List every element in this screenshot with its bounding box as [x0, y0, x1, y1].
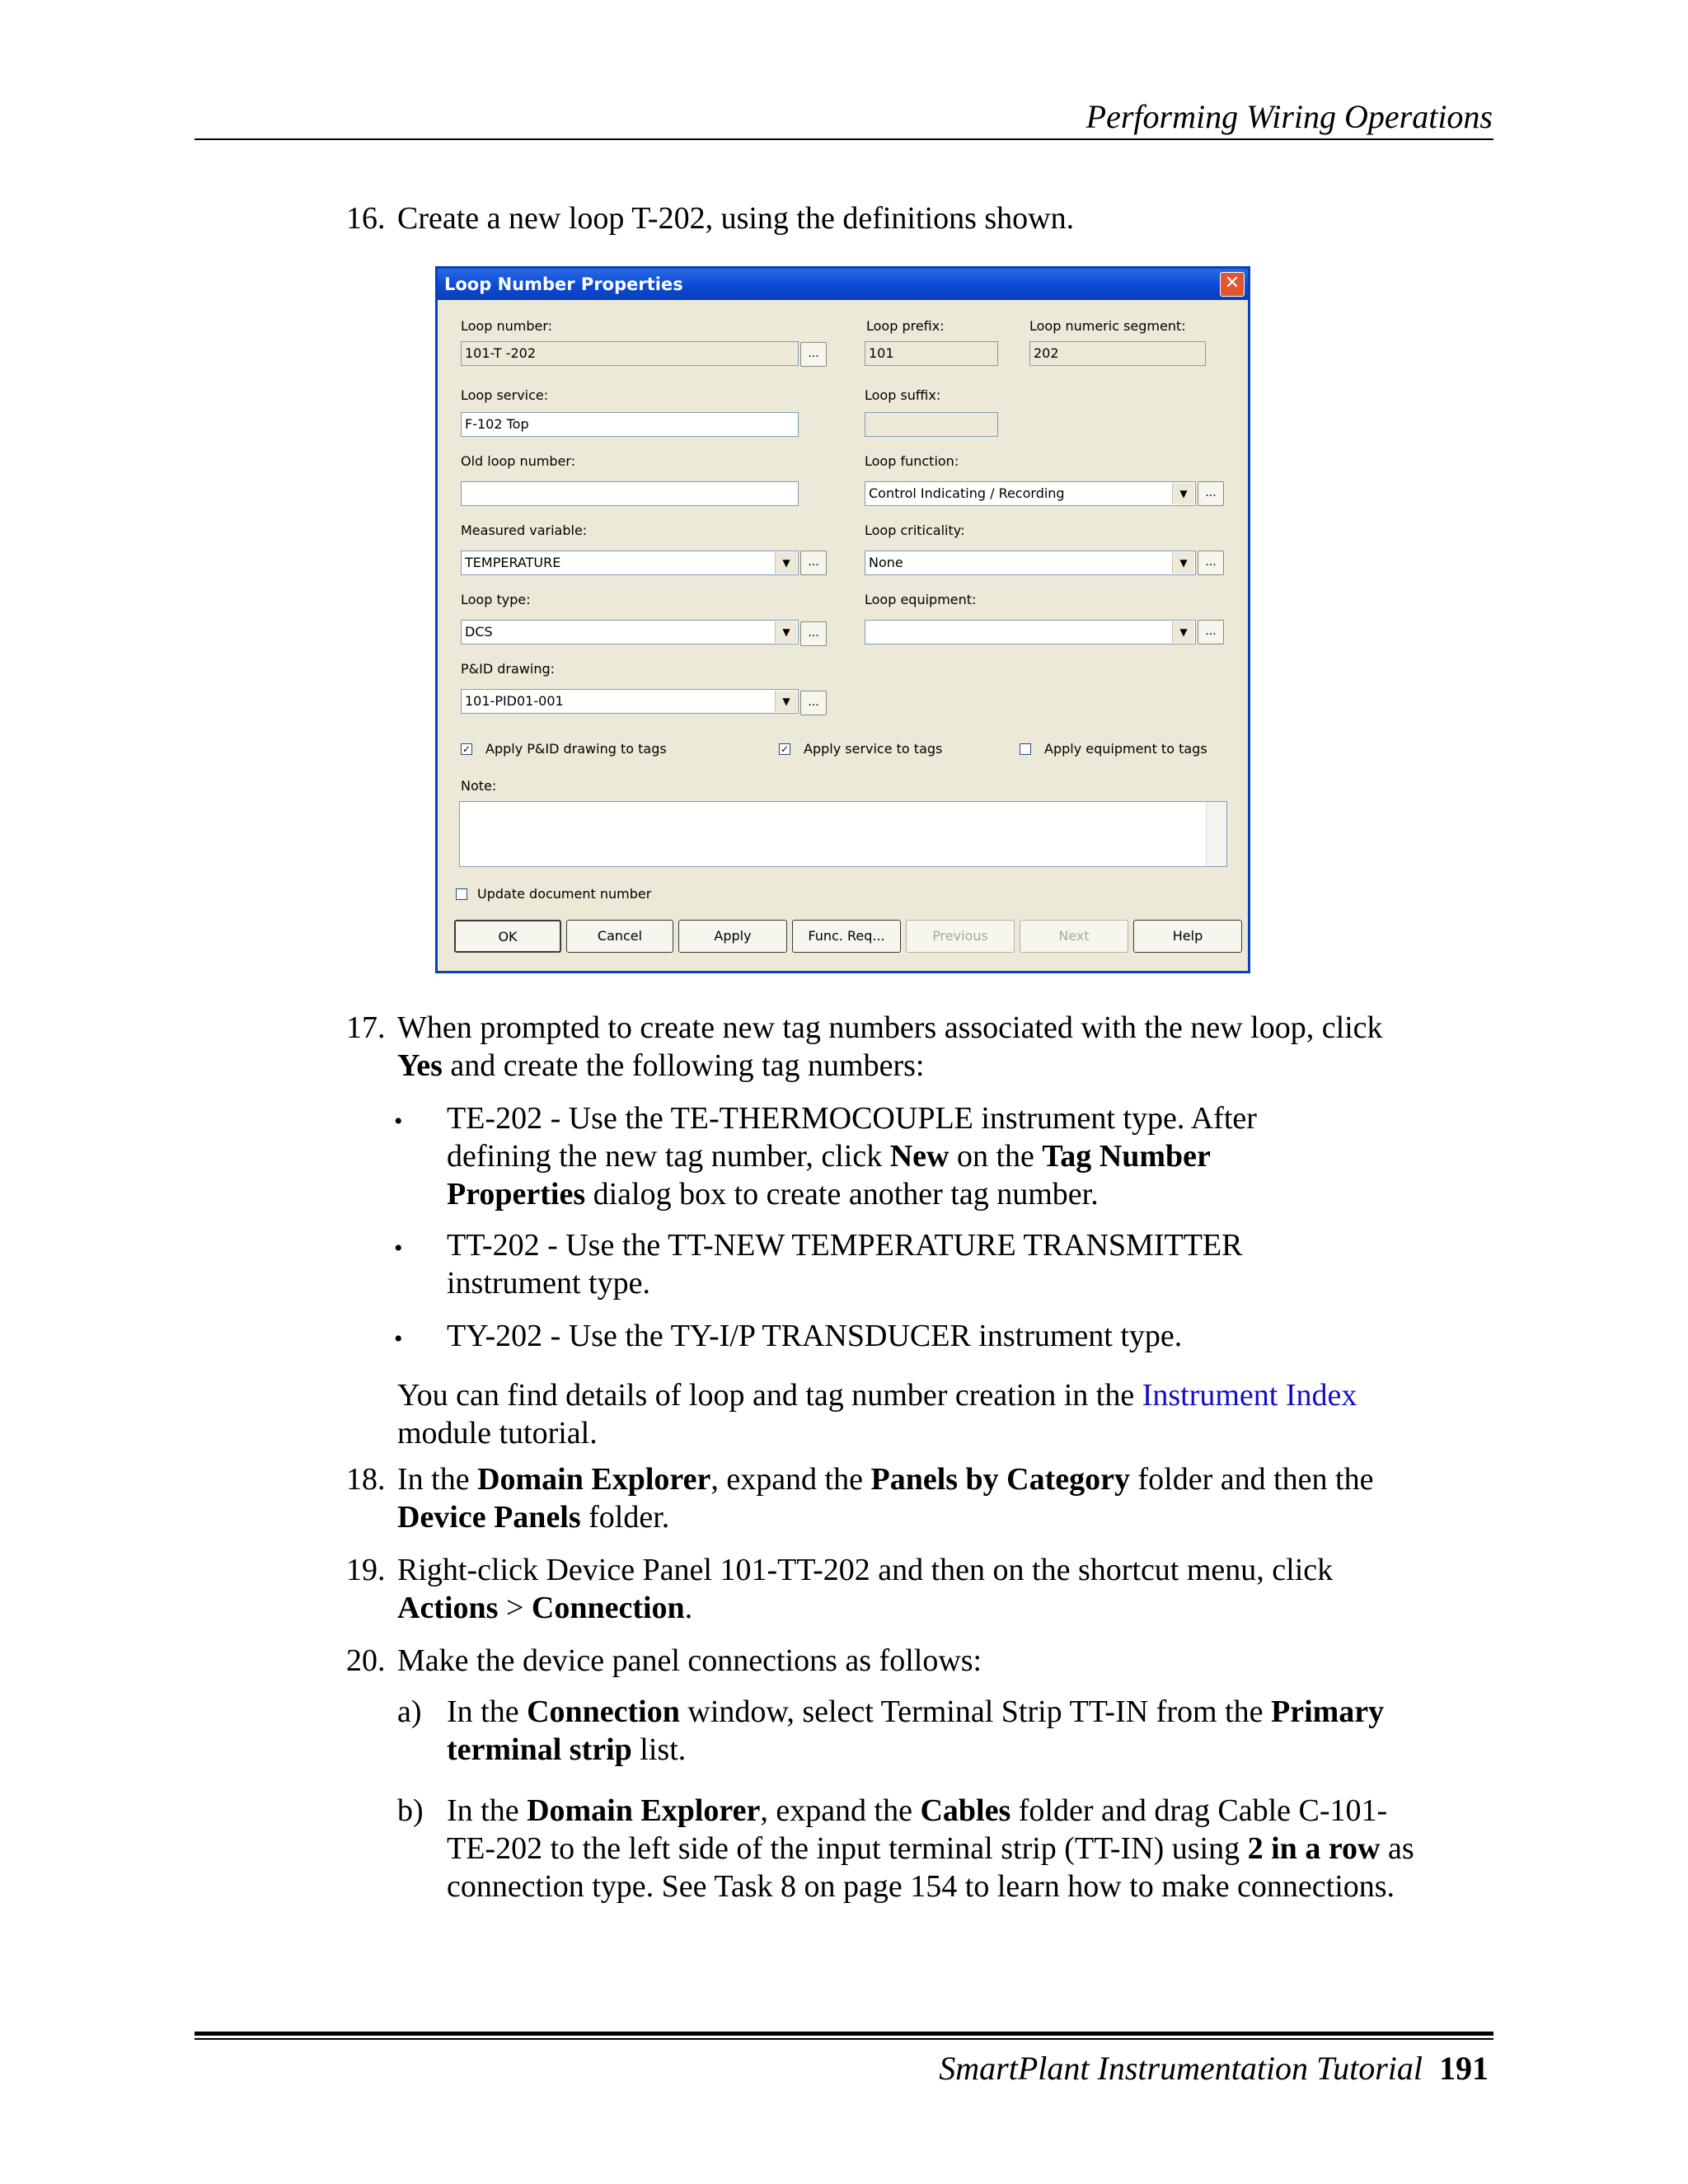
bullet-text-3: Properties dialog box to create another tag number. — [447, 1177, 1099, 1212]
func-req-button[interactable]: Func. Req... — [792, 920, 901, 953]
footer-rule — [195, 2032, 1493, 2036]
step-number: 20. — [346, 1643, 386, 1678]
bullet-te-202 — [0, 1099, 1688, 1215]
chevron-down-icon[interactable]: ▼ — [1172, 621, 1194, 643]
chevron-down-icon[interactable]: ▼ — [1172, 552, 1194, 574]
ok-button[interactable]: OK — [454, 920, 561, 953]
apply-service-label: Apply service to tags — [804, 741, 943, 757]
step-number: 16. — [346, 201, 386, 236]
find-details-text: You can find details of loop and tag number creation in the Instrument Index — [397, 1378, 1357, 1413]
loop-service-label: Loop service: — [461, 387, 549, 403]
loop-number-properties-dialog — [435, 266, 1250, 973]
note-label: Note: — [461, 778, 497, 794]
next-button[interactable]: Next — [1020, 920, 1128, 953]
old-loop-number-label: Old loop number: — [461, 453, 576, 469]
substep-text-2: TE-202 to the left side of the input terminal strip (TT-IN) using 2 in a row as — [447, 1831, 1414, 1866]
apply-pid-checkbox[interactable]: ✓ — [462, 743, 471, 755]
measured-variable-label: Measured variable: — [461, 523, 588, 538]
note-scrollbar[interactable] — [1206, 802, 1226, 866]
update-document-label: Update document number — [477, 886, 652, 902]
loop-number-field[interactable]: 101-T -202 — [461, 341, 799, 366]
instrument-index-link[interactable]: Instrument Index — [1142, 1378, 1357, 1413]
loop-function-label: Loop function: — [865, 453, 959, 469]
bullet-mark: • — [394, 1325, 403, 1352]
loop-equipment-label: Loop equipment: — [865, 592, 977, 607]
substep-text-2: terminal strip list. — [447, 1732, 687, 1767]
step-text: When prompted to create new tag numbers associated with the new loop, click — [397, 1010, 1383, 1045]
step-number: 19. — [346, 1553, 386, 1587]
substep-text: In the Connection window, select Terminal Strip TT-IN from the Primary — [447, 1694, 1385, 1729]
header-rule — [195, 138, 1493, 140]
loop-function-browse-button[interactable]: ... — [1198, 481, 1224, 506]
chevron-down-icon[interactable]: ▼ — [775, 621, 797, 643]
update-document-checkbox[interactable] — [456, 888, 467, 900]
loop-numeric-segment-field[interactable]: 202 — [1029, 341, 1206, 366]
loop-suffix-field[interactable] — [865, 412, 998, 437]
step-number: 17. — [346, 1010, 386, 1045]
apply-equipment-label: Apply equipment to tags — [1044, 741, 1207, 757]
footer-title: SmartPlant Instrumentation Tutorial — [939, 2050, 1423, 2087]
bullet-text: TT-202 - Use the TT-NEW TEMPERATURE TRANSMITTER — [447, 1228, 1243, 1263]
step-text: Make the device panel connections as follows: — [397, 1643, 982, 1678]
loop-function-value: Control Indicating / Recording — [869, 485, 1065, 501]
loop-criticality-value: None — [869, 555, 903, 570]
dialog-title-bar — [438, 269, 1248, 300]
loop-equipment-select[interactable] — [865, 620, 1196, 644]
dialog-title: Loop Number Properties — [444, 274, 683, 294]
pid-drawing-browse-button[interactable]: ... — [800, 691, 827, 715]
cancel-button[interactable]: Cancel — [566, 920, 673, 953]
page-number: 191 — [1439, 2050, 1489, 2087]
loop-type-label: Loop type: — [461, 592, 531, 607]
bullet-mark: • — [394, 1108, 403, 1135]
step-text: Create a new loop T-202, using the definitions shown. — [397, 201, 1075, 236]
step-20 — [0, 1642, 1688, 1680]
loop-service-field[interactable]: F-102 Top — [461, 412, 799, 437]
step-text: In the Domain Explorer, expand the Panels by Category folder and then the — [397, 1462, 1374, 1497]
loop-prefix-label: Loop prefix: — [866, 318, 945, 334]
step-19 — [0, 1551, 1688, 1627]
loop-criticality-browse-button[interactable]: ... — [1198, 551, 1224, 575]
loop-function-select[interactable] — [865, 481, 1196, 506]
measured-variable-browse-button[interactable]: ... — [800, 551, 827, 575]
substep-a — [0, 1693, 1688, 1769]
pid-drawing-value: 101-PID01-001 — [465, 693, 564, 709]
loop-equipment-browse-button[interactable]: ... — [1198, 620, 1224, 644]
loop-suffix-label: Loop suffix: — [865, 387, 941, 403]
chevron-down-icon[interactable]: ▼ — [1172, 483, 1194, 504]
apply-service-checkbox[interactable]: ✓ — [780, 743, 790, 755]
loop-number-browse-button[interactable]: ... — [800, 342, 827, 367]
apply-button[interactable]: Apply — [678, 920, 787, 953]
measured-variable-value: TEMPERATURE — [465, 555, 561, 570]
footer-rule-thin — [195, 2038, 1493, 2040]
bullet-text-2: instrument type. — [447, 1266, 650, 1301]
footer — [939, 2049, 1489, 2088]
substep-text: In the Domain Explorer, expand the Cables folder and drag Cable C-101- — [447, 1793, 1388, 1828]
loop-numeric-segment-label: Loop numeric segment: — [1029, 318, 1186, 334]
running-header: Performing Wiring Operations — [1085, 98, 1493, 135]
step-18 — [0, 1460, 1688, 1536]
close-button[interactable]: ✕ — [1220, 272, 1245, 297]
help-button[interactable]: Help — [1133, 920, 1242, 953]
bullet-ty-202 — [0, 1317, 1688, 1355]
substep-marker: b) — [397, 1793, 424, 1828]
find-details-text-2: module tutorial. — [397, 1416, 598, 1451]
bullet-text-2: defining the new tag number, click New on the Tag Number — [447, 1139, 1211, 1174]
step-16 — [0, 199, 1688, 237]
substep-marker: a) — [397, 1694, 422, 1729]
loop-criticality-select[interactable] — [865, 551, 1196, 575]
find-details-paragraph — [0, 1376, 1688, 1452]
loop-type-value: DCS — [465, 624, 493, 640]
loop-type-browse-button[interactable]: ... — [800, 621, 827, 646]
step-text-2: Yes and create the following tag numbers: — [397, 1048, 925, 1083]
note-textarea[interactable] — [459, 801, 1227, 867]
pid-drawing-label: P&ID drawing: — [461, 661, 556, 677]
pid-drawing-select[interactable] — [461, 689, 799, 714]
step-17 — [0, 1009, 1688, 1085]
substep-b — [0, 1792, 1688, 1905]
old-loop-number-field[interactable] — [461, 481, 799, 506]
previous-button[interactable]: Previous — [906, 920, 1015, 953]
substep-text-3: connection type. See Task 8 on page 154 to learn how to make connections. — [447, 1869, 1395, 1904]
loop-type-select[interactable] — [461, 620, 799, 644]
step-text-2: Actions > Connection. — [397, 1591, 693, 1625]
apply-equipment-checkbox[interactable] — [1020, 743, 1031, 755]
bullet-mark: • — [394, 1235, 403, 1262]
apply-pid-label: Apply P&ID drawing to tags — [485, 741, 667, 757]
step-text: Right-click Device Panel 101-TT-202 and then on the shortcut menu, click — [397, 1553, 1334, 1587]
step-text-2: Device Panels folder. — [397, 1500, 670, 1535]
chevron-down-icon[interactable]: ▼ — [775, 552, 797, 574]
step-number: 18. — [346, 1462, 386, 1497]
bullet-tt-202 — [0, 1226, 1688, 1302]
measured-variable-select[interactable] — [461, 551, 799, 575]
bullet-text: TY-202 - Use the TY-I/P TRANSDUCER instrument type. — [447, 1319, 1183, 1353]
chevron-down-icon[interactable]: ▼ — [775, 691, 797, 712]
loop-number-label: Loop number: — [461, 318, 553, 334]
bullet-text: TE-202 - Use the TE-THERMOCOUPLE instrument type. After — [447, 1101, 1257, 1136]
loop-criticality-label: Loop criticality: — [865, 523, 965, 538]
loop-prefix-field[interactable]: 101 — [865, 341, 998, 366]
